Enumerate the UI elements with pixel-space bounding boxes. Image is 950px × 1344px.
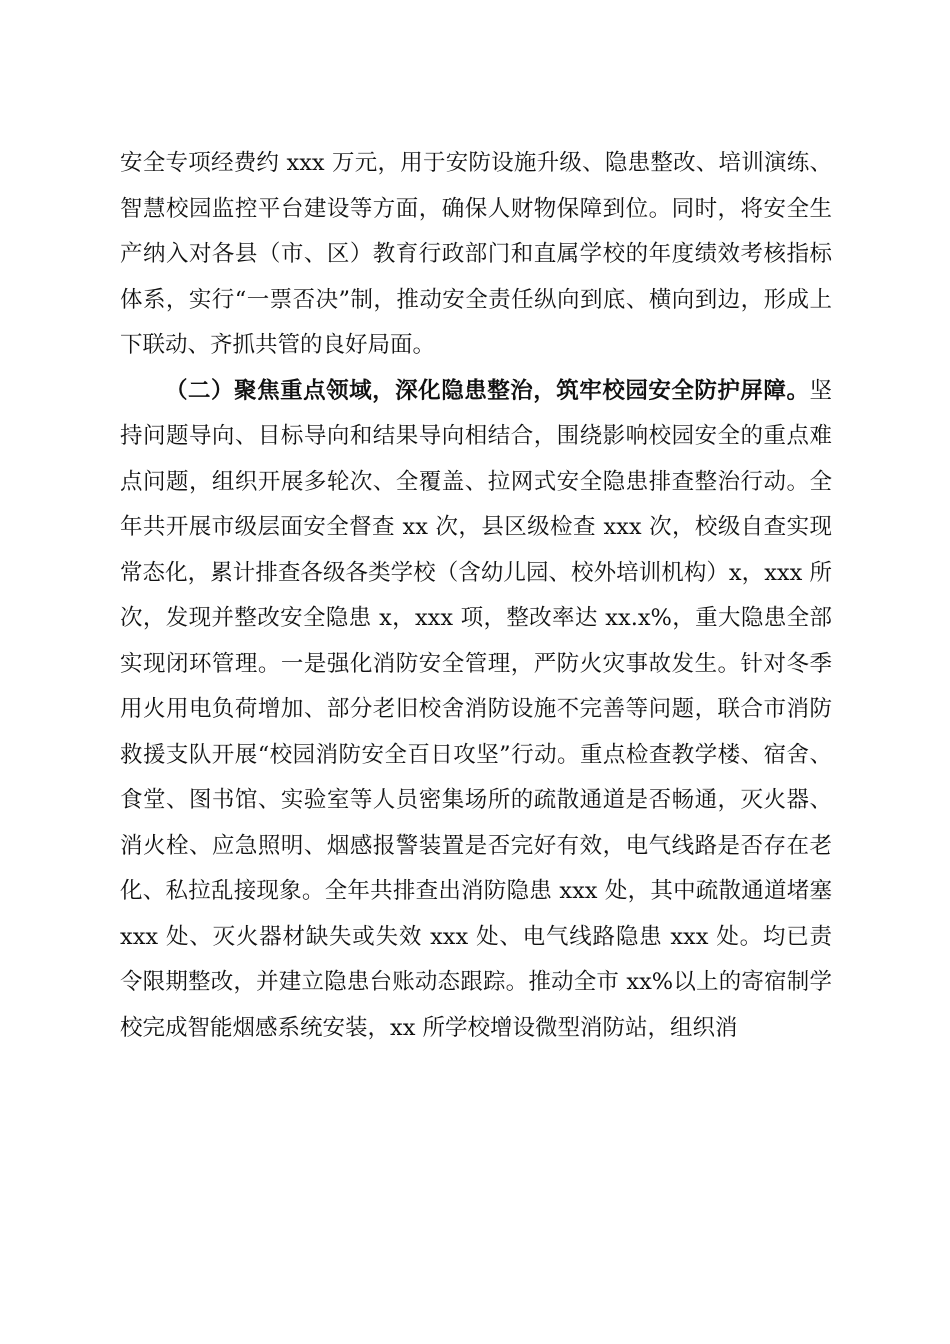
- section-2-heading: （二）聚焦重点领域，深化隐患整治，筑牢校园安全防护屏障。: [165, 377, 810, 404]
- paragraph-section-2: [120, 369, 832, 1052]
- paragraph-funding-text: 安全专项经费约 xxx 万元，用于安防设施升级、隐患整改、培训演练、智慧校园监控平台建设等方面，确保人财物保障到位。同时，将安全生产纳入对各县（市、区）教育行政部门和直属学校的年度绩效考核指标体系，实行“一票否决”制，推动安全责任纵向到底、横向到边，形成上下联动、齐抓共管的良好局面。: [120, 150, 832, 358]
- paragraph-funding: [120, 141, 832, 369]
- section-2-body: 坚持问题导向、目标导向和结果导向相结合，围绕影响校园安全的重点难点问题，组织开展多轮次、全覆盖、拉网式安全隐患排查整治行动。全年共开展市级层面安全督查 xx 次，县区级检查 xxx 次，校级自查实现常态化，累计排查各级各类学校（含幼儿园、校外培训机构）x，xxx 所次，发现并整改安全隐患 x，xxx 项，整改率达 xx.x%，重大隐患全部实现闭环管理。一是强化消防安全管理，严防火灾事故发生。针对冬季用火用电负荷增加、部分老旧校舍消防设施不完善等问题，联合市消防救援支队开展“校园消防安全百日攻坚”行动。重点检查教学楼、宿舍、食堂、图书馆、实验室等人员密集场所的疏散通道是否畅通，灭火器、消火栓、应急照明、烟感报警装置是否完好有效，电气线路是否存在老化、私拉乱接现象。全年共排查出消防隐患 xxx 处，其中疏散通道堵塞 xxx 处、灭火器材缺失或失效 xxx 处、电气线路隐患 xxx 处。均已责令限期整改，并建立隐患台账动态跟踪。推动全市 xx%以上的寄宿制学校完成智能烟感系统安装，xx 所学校增设微型消防站，组织消: [120, 377, 832, 1041]
- document-body: [120, 141, 832, 1051]
